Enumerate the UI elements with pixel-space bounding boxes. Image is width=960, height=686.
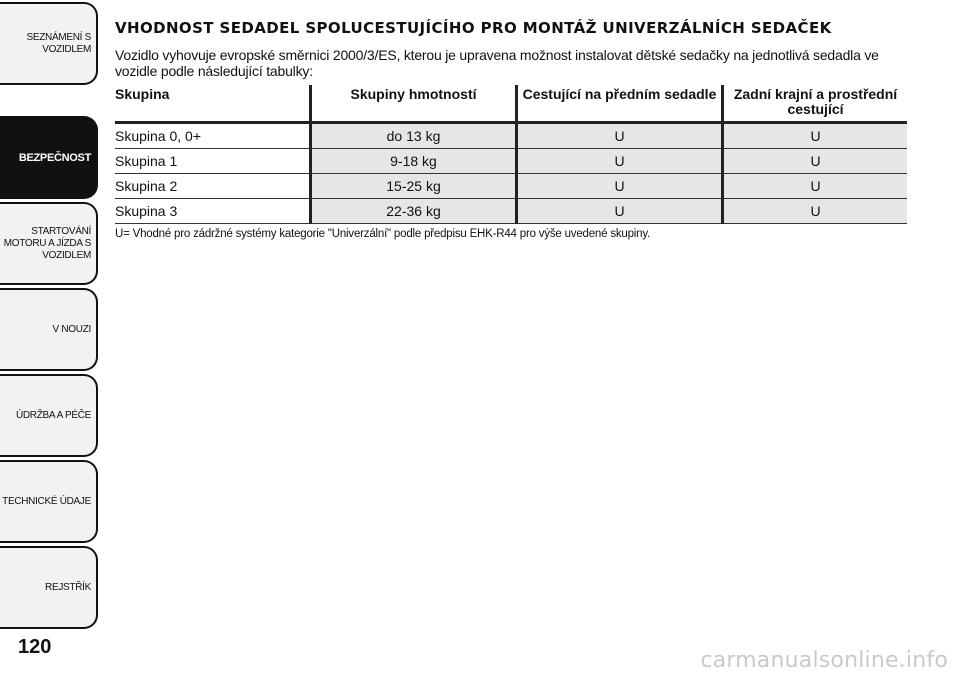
- cell-weight: 9-18 kg: [311, 149, 517, 174]
- tab-label: TECHNICKÉ ÚDAJE: [2, 495, 91, 507]
- tab-technicke-udaje[interactable]: [0, 460, 98, 543]
- cell-front-seat: U: [517, 123, 723, 149]
- table-row: [115, 149, 907, 174]
- cell-front-seat: U: [517, 149, 723, 174]
- tab-label: V NOUZI: [52, 323, 91, 335]
- cell-rear-seat: U: [723, 199, 908, 224]
- table-row: [115, 174, 907, 199]
- header-skupina: Skupina: [115, 85, 311, 123]
- tab-udrzba-a-pece[interactable]: [0, 374, 98, 457]
- header-zadni-cestujici: Zadní krajní a prostřední cestující: [723, 85, 908, 123]
- main-content: [115, 20, 907, 240]
- tab-label: ÚDRŽBA A PÉČE: [15, 409, 91, 421]
- header-predni-sedadlo: Cestující na předním sedadle: [517, 85, 723, 123]
- cell-group: Skupina 0, 0+: [115, 123, 311, 149]
- cell-front-seat: U: [517, 174, 723, 199]
- tab-seznameni-s-vozidlem[interactable]: [0, 2, 98, 85]
- cell-group: Skupina 1: [115, 149, 311, 174]
- watermark: carmanualsonline.info: [700, 648, 948, 673]
- cell-weight: 22-36 kg: [311, 199, 517, 224]
- cell-weight: do 13 kg: [311, 123, 517, 149]
- cell-rear-seat: U: [723, 174, 908, 199]
- table-header-row: [115, 85, 907, 123]
- tab-label: SEZNÁMENÍ S VOZIDLEM: [26, 31, 91, 55]
- tab-rejstrik[interactable]: [0, 546, 98, 629]
- page-number: 120: [18, 636, 52, 658]
- intro-paragraph: Vozidlo vyhovuje evropské směrnici 2000/3/ES, kterou je upravena možnost instalovat dětské sedačky na jednotlivá sedadla ve vozidle podle následující tabulky:: [115, 47, 879, 79]
- seat-suitability-table: [115, 85, 907, 224]
- tab-startovani-motoru[interactable]: [0, 202, 98, 285]
- cell-front-seat: U: [517, 199, 723, 224]
- table-row: [115, 199, 907, 224]
- tab-label: BEZPEČNOST: [18, 151, 91, 164]
- sidebar-tabs: [0, 0, 100, 640]
- header-skupiny-hmotnosti: Skupiny hmotností: [311, 85, 517, 123]
- table-row: [115, 123, 907, 149]
- cell-weight: 15-25 kg: [311, 174, 517, 199]
- section-title: VHODNOST SEDADEL SPOLUCESTUJÍCÍHO PRO MONTÁŽ UNIVERZÁLNÍCH SEDAČEK: [115, 19, 832, 37]
- tab-v-nouzi[interactable]: [0, 288, 98, 371]
- tab-label: STARTOVÁNÍ MOTORU A JÍZDA S VOZIDLEM: [3, 225, 91, 261]
- cell-rear-seat: U: [723, 123, 908, 149]
- cell-rear-seat: U: [723, 149, 908, 174]
- table-footnote: U= Vhodné pro zádržné systémy kategorie "Univerzální" podle předpisu EHK-R44 pro výše uvedené skupiny.: [115, 228, 651, 240]
- cell-group: Skupina 3: [115, 199, 311, 224]
- cell-group: Skupina 2: [115, 174, 311, 199]
- tab-bezpecnost[interactable]: [0, 116, 98, 199]
- tab-label: REJSTŘÍK: [45, 581, 91, 593]
